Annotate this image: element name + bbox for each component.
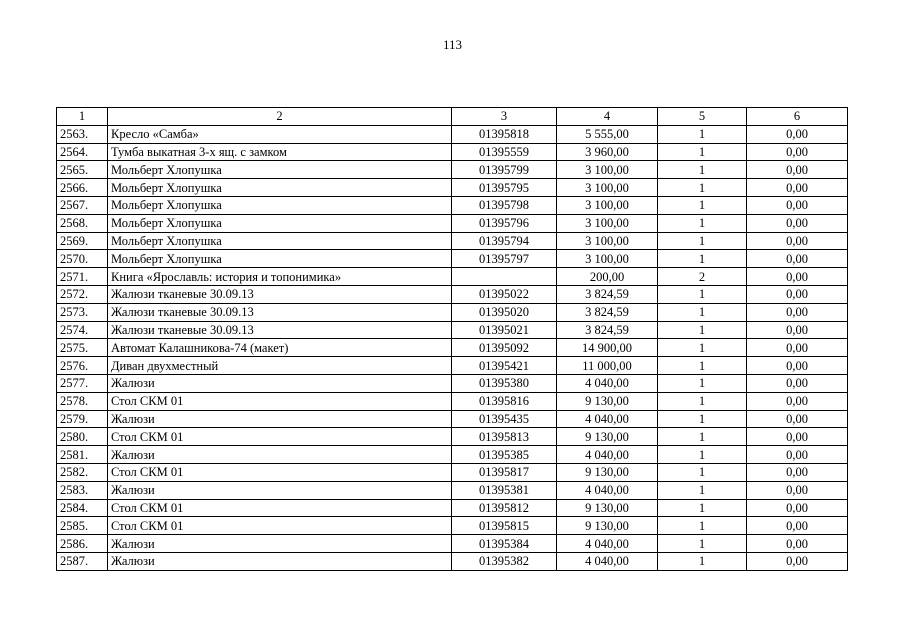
inventory-number: 01395380 <box>452 374 557 392</box>
item-price: 9 130,00 <box>557 392 658 410</box>
item-quantity: 1 <box>658 392 747 410</box>
table-row <box>57 285 848 303</box>
item-quantity: 1 <box>658 339 747 357</box>
inventory-number: 01395795 <box>452 179 557 197</box>
item-quantity: 1 <box>658 232 747 250</box>
item-price: 11 000,00 <box>557 357 658 375</box>
table-row <box>57 392 848 410</box>
table-row <box>57 321 848 339</box>
item-quantity: 1 <box>658 357 747 375</box>
table-row <box>57 517 848 535</box>
page-number: 113 <box>442 37 463 52</box>
column-header: 5 <box>658 108 747 126</box>
row-number: 2567. <box>57 196 108 214</box>
item-quantity: 1 <box>658 179 747 197</box>
item-quantity: 1 <box>658 214 747 232</box>
item-name: Жалюзи <box>108 535 452 553</box>
table-row <box>57 161 848 179</box>
column-header: 4 <box>557 108 658 126</box>
item-name: Мольберт Хлопушка <box>108 214 452 232</box>
item-name: Диван двухместный <box>108 357 452 375</box>
item-quantity: 1 <box>658 463 747 481</box>
item-price: 3 100,00 <box>557 232 658 250</box>
table-row <box>57 125 848 143</box>
item-name: Жалюзи <box>108 481 452 499</box>
item-price: 4 040,00 <box>557 374 658 392</box>
row-number: 2585. <box>57 517 108 535</box>
item-quantity: 1 <box>658 428 747 446</box>
item-price: 3 960,00 <box>557 143 658 161</box>
inventory-number: 01395092 <box>452 339 557 357</box>
residual-value: 0,00 <box>747 179 848 197</box>
inventory-number: 01395382 <box>452 552 557 570</box>
row-number: 2586. <box>57 535 108 553</box>
item-name: Стол СКМ 01 <box>108 428 452 446</box>
row-number: 2582. <box>57 463 108 481</box>
row-number: 2574. <box>57 321 108 339</box>
table-row <box>57 428 848 446</box>
item-quantity: 2 <box>658 268 747 286</box>
item-price: 14 900,00 <box>557 339 658 357</box>
item-name: Стол СКМ 01 <box>108 392 452 410</box>
item-quantity: 1 <box>658 285 747 303</box>
item-price: 3 824,59 <box>557 321 658 339</box>
residual-value: 0,00 <box>747 268 848 286</box>
residual-value: 0,00 <box>747 143 848 161</box>
item-price: 4 040,00 <box>557 552 658 570</box>
inventory-number: 01395798 <box>452 196 557 214</box>
inventory-number: 01395022 <box>452 285 557 303</box>
residual-value: 0,00 <box>747 463 848 481</box>
table-row <box>57 463 848 481</box>
table-row <box>57 196 848 214</box>
table-row <box>57 303 848 321</box>
inventory-table <box>56 107 848 571</box>
residual-value: 0,00 <box>747 535 848 553</box>
column-header: 1 <box>57 108 108 126</box>
row-number: 2569. <box>57 232 108 250</box>
item-name: Жалюзи тканевые 30.09.13 <box>108 303 452 321</box>
inventory-number: 01395813 <box>452 428 557 446</box>
item-quantity: 1 <box>658 143 747 161</box>
table-row <box>57 232 848 250</box>
residual-value: 0,00 <box>747 303 848 321</box>
inventory-number: 01395020 <box>452 303 557 321</box>
column-header: 2 <box>108 108 452 126</box>
item-name: Мольберт Хлопушка <box>108 161 452 179</box>
item-quantity: 1 <box>658 125 747 143</box>
item-price: 3 824,59 <box>557 285 658 303</box>
row-number: 2577. <box>57 374 108 392</box>
item-quantity: 1 <box>658 552 747 570</box>
residual-value: 0,00 <box>747 446 848 464</box>
table-header-row <box>57 108 848 126</box>
table-row <box>57 481 848 499</box>
table-row <box>57 357 848 375</box>
inventory-number: 01395815 <box>452 517 557 535</box>
inventory-number: 01395435 <box>452 410 557 428</box>
residual-value: 0,00 <box>747 392 848 410</box>
row-number: 2575. <box>57 339 108 357</box>
item-quantity: 1 <box>658 517 747 535</box>
table-row <box>57 499 848 517</box>
row-number: 2564. <box>57 143 108 161</box>
row-number: 2583. <box>57 481 108 499</box>
row-number: 2570. <box>57 250 108 268</box>
table-row <box>57 268 848 286</box>
table-row <box>57 179 848 197</box>
item-price: 4 040,00 <box>557 481 658 499</box>
column-header: 6 <box>747 108 848 126</box>
item-price: 3 824,59 <box>557 303 658 321</box>
table-row <box>57 339 848 357</box>
item-price: 4 040,00 <box>557 535 658 553</box>
row-number: 2573. <box>57 303 108 321</box>
item-name: Мольберт Хлопушка <box>108 179 452 197</box>
row-number: 2568. <box>57 214 108 232</box>
row-number: 2584. <box>57 499 108 517</box>
residual-value: 0,00 <box>747 196 848 214</box>
inventory-number: 01395384 <box>452 535 557 553</box>
item-quantity: 1 <box>658 250 747 268</box>
table-row <box>57 446 848 464</box>
residual-value: 0,00 <box>747 517 848 535</box>
item-name: Жалюзи <box>108 446 452 464</box>
item-name: Мольберт Хлопушка <box>108 232 452 250</box>
item-name: Стол СКМ 01 <box>108 499 452 517</box>
item-price: 3 100,00 <box>557 214 658 232</box>
residual-value: 0,00 <box>747 285 848 303</box>
inventory-number: 01395818 <box>452 125 557 143</box>
item-price: 9 130,00 <box>557 428 658 446</box>
item-quantity: 1 <box>658 196 747 214</box>
residual-value: 0,00 <box>747 499 848 517</box>
item-quantity: 1 <box>658 499 747 517</box>
item-name: Стол СКМ 01 <box>108 517 452 535</box>
residual-value: 0,00 <box>747 161 848 179</box>
inventory-number: 01395021 <box>452 321 557 339</box>
item-quantity: 1 <box>658 161 747 179</box>
residual-value: 0,00 <box>747 552 848 570</box>
row-number: 2578. <box>57 392 108 410</box>
item-price: 3 100,00 <box>557 250 658 268</box>
item-quantity: 1 <box>658 446 747 464</box>
residual-value: 0,00 <box>747 357 848 375</box>
item-quantity: 1 <box>658 303 747 321</box>
column-header: 3 <box>452 108 557 126</box>
inventory-number: 01395421 <box>452 357 557 375</box>
residual-value: 0,00 <box>747 428 848 446</box>
item-price: 9 130,00 <box>557 499 658 517</box>
row-number: 2581. <box>57 446 108 464</box>
item-name: Тумба выкатная 3-х ящ. с замком <box>108 143 452 161</box>
item-name: Жалюзи <box>108 374 452 392</box>
row-number: 2563. <box>57 125 108 143</box>
item-name: Кресло «Самба» <box>108 125 452 143</box>
inventory-number: 01395812 <box>452 499 557 517</box>
item-name: Книга «Ярославль: история и топонимика» <box>108 268 452 286</box>
item-price: 5 555,00 <box>557 125 658 143</box>
table-row <box>57 214 848 232</box>
residual-value: 0,00 <box>747 214 848 232</box>
item-price: 3 100,00 <box>557 196 658 214</box>
inventory-number: 01395799 <box>452 161 557 179</box>
row-number: 2576. <box>57 357 108 375</box>
row-number: 2565. <box>57 161 108 179</box>
table-row <box>57 410 848 428</box>
item-price: 3 100,00 <box>557 179 658 197</box>
row-number: 2566. <box>57 179 108 197</box>
row-number: 2571. <box>57 268 108 286</box>
inventory-number: 01395816 <box>452 392 557 410</box>
item-price: 200,00 <box>557 268 658 286</box>
residual-value: 0,00 <box>747 232 848 250</box>
item-quantity: 1 <box>658 321 747 339</box>
table-row <box>57 374 848 392</box>
residual-value: 0,00 <box>747 339 848 357</box>
residual-value: 0,00 <box>747 481 848 499</box>
table-row <box>57 250 848 268</box>
item-name: Мольберт Хлопушка <box>108 250 452 268</box>
inventory-number: 01395381 <box>452 481 557 499</box>
residual-value: 0,00 <box>747 125 848 143</box>
item-name: Жалюзи тканевые 30.09.13 <box>108 321 452 339</box>
inventory-number: 01395796 <box>452 214 557 232</box>
item-name: Автомат Калашникова-74 (макет) <box>108 339 452 357</box>
item-name: Стол СКМ 01 <box>108 463 452 481</box>
inventory-number: 01395794 <box>452 232 557 250</box>
inventory-number: 01395559 <box>452 143 557 161</box>
inventory-number <box>452 268 557 286</box>
item-name: Жалюзи тканевые 30.09.13 <box>108 285 452 303</box>
table-row <box>57 552 848 570</box>
residual-value: 0,00 <box>747 374 848 392</box>
inventory-number: 01395797 <box>452 250 557 268</box>
item-quantity: 1 <box>658 410 747 428</box>
item-quantity: 1 <box>658 374 747 392</box>
inventory-number: 01395385 <box>452 446 557 464</box>
residual-value: 0,00 <box>747 250 848 268</box>
item-price: 3 100,00 <box>557 161 658 179</box>
residual-value: 0,00 <box>747 321 848 339</box>
item-name: Жалюзи <box>108 552 452 570</box>
item-price: 9 130,00 <box>557 517 658 535</box>
item-name: Жалюзи <box>108 410 452 428</box>
item-price: 4 040,00 <box>557 410 658 428</box>
table-row <box>57 143 848 161</box>
row-number: 2579. <box>57 410 108 428</box>
residual-value: 0,00 <box>747 410 848 428</box>
item-quantity: 1 <box>658 535 747 553</box>
item-price: 9 130,00 <box>557 463 658 481</box>
table-row <box>57 535 848 553</box>
inventory-number: 01395817 <box>452 463 557 481</box>
item-price: 4 040,00 <box>557 446 658 464</box>
row-number: 2580. <box>57 428 108 446</box>
item-name: Мольберт Хлопушка <box>108 196 452 214</box>
item-quantity: 1 <box>658 481 747 499</box>
row-number: 2587. <box>57 552 108 570</box>
row-number: 2572. <box>57 285 108 303</box>
